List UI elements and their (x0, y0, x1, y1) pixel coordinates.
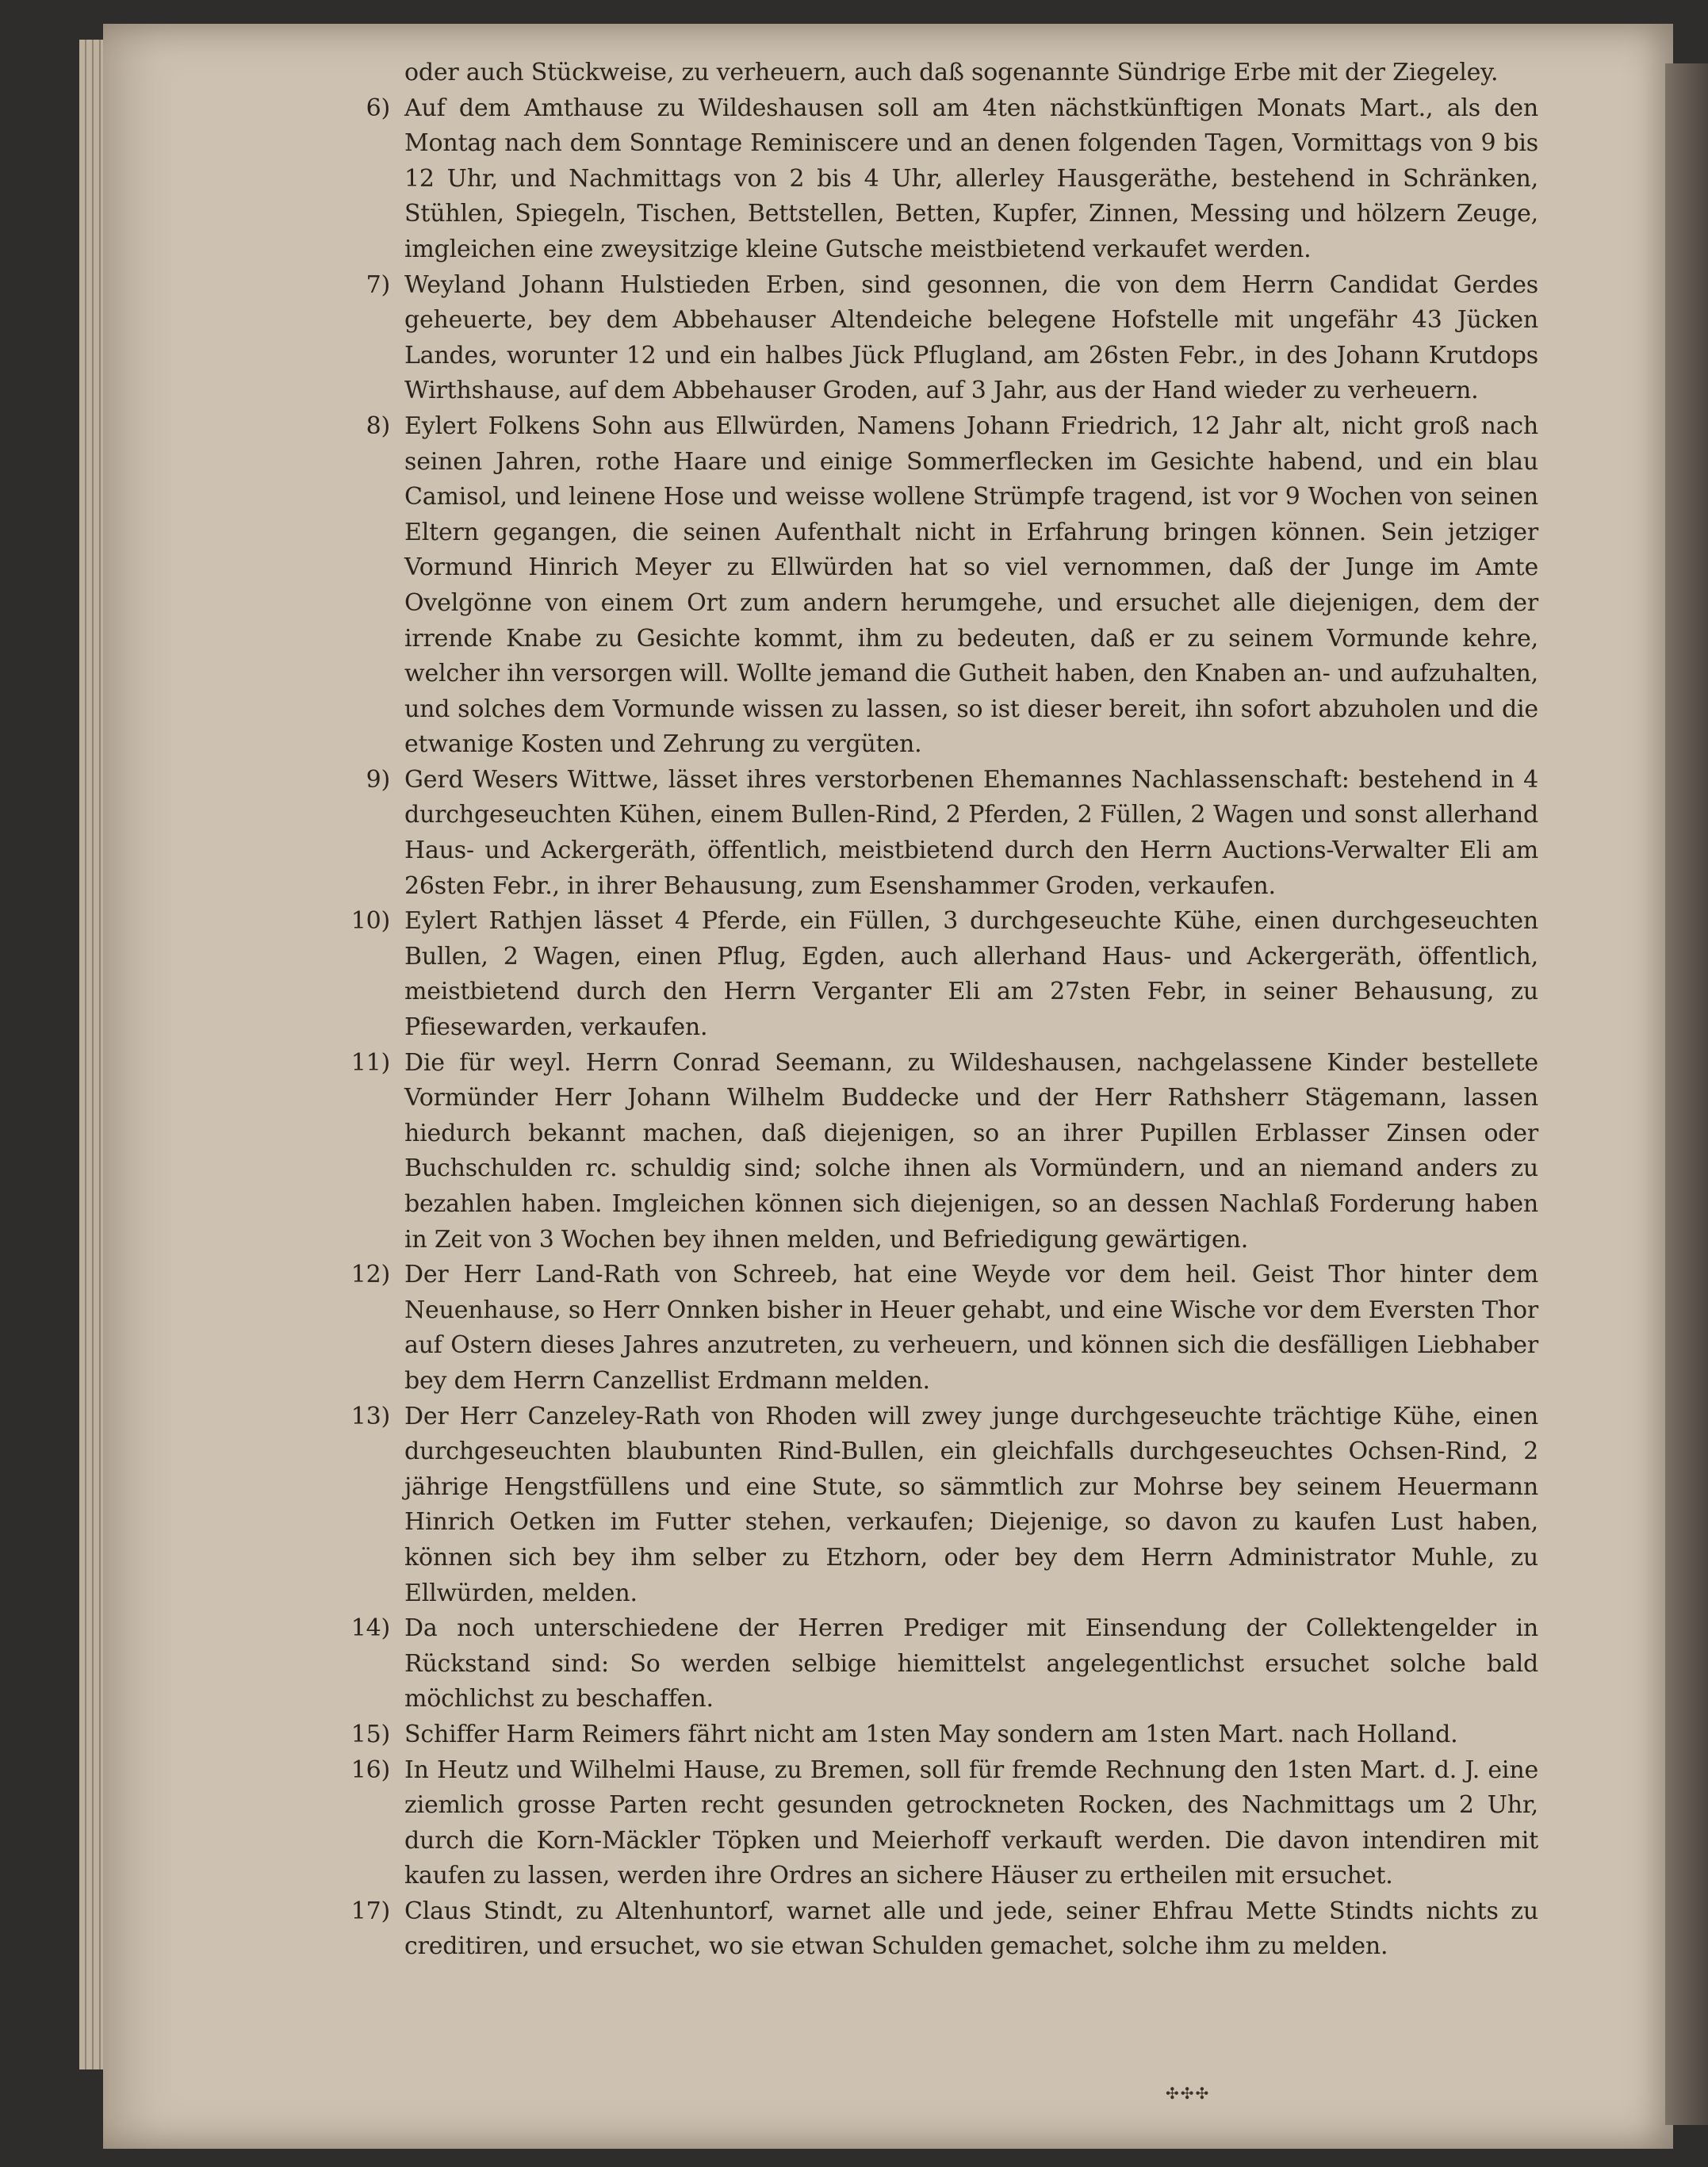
list-item (366, 91, 1538, 268)
list-item (366, 268, 1538, 409)
item-number: 15) (350, 1720, 390, 1748)
item-number: 9) (366, 765, 390, 794)
item-text: Claus Stindt, zu Altenhuntorf, warnet alle und jede, seiner Ehfrau Mette Stindts nichts zu creditiren, und ersuchet, wo sie etwan Schulden gemachet, solche ihm zu melden. (404, 1897, 1538, 1961)
item-number: 13) (350, 1402, 390, 1430)
item-text: In Heutz und Wilhelmi Hause, zu Bremen, soll für fremde Rechnung den 1sten Mart. d. J. eine ziemlich grosse Parten recht gesunden getrockneten Rocken, des Nachmittags um 2 Uhr, durch die Korn-Mäckler Töpken und Meierhoff verkauft werden. Die davon intendiren mit kaufen zu lassen, werden ihre Ordres an sichere Häuser zu ertheilen mit ersuchet. (404, 1755, 1538, 1890)
list-item (350, 1717, 1538, 1753)
item-text: Der Herr Canzeley-Rath von Rhoden will zwey junge durchgeseuchte trächtige Kühe, einen durchgeseuchten blaubunten Rind-Bullen, ein gleichfalls durchgeseuchtes Ochsen-Rind, 2 jährige Hengstfüllens und eine Stute, so sämmtlich zur Mohrse bey seinem Heuermann Hinrich Oetken im Futter stehen, verkaufen; Diejenige, so davon zu kaufen Lust haben, können sich bey ihm selber zu Etzhorn, oder bey dem Herrn Administrator Muhle, zu Ellwürden, melden. (404, 1402, 1538, 1607)
item-text: Der Herr Land-Rath von Schreeb, hat eine Weyde vor dem heil. Geist Thor hinter dem Neuenhause, so Herr Onnken bisher in Heuer gehabt, und eine Wische vor dem Eversten Thor auf Ostern dieses Jahres anzutreten, zu verheuern, und können sich die desfälligen Liebhaber bey dem Herrn Canzellist Erdmann melden. (404, 1261, 1538, 1395)
page-content (350, 56, 1538, 2085)
list-item (350, 1399, 1538, 1612)
list-item (350, 1894, 1538, 1965)
item-number: 16) (350, 1755, 390, 1784)
item-number: 8) (366, 412, 390, 440)
list-item (350, 1258, 1538, 1399)
list-item (350, 904, 1538, 1045)
list-item (366, 763, 1538, 904)
list-item (350, 1046, 1538, 1258)
item-text: Schiffer Harm Reimers fährt nicht am 1sten May sondern am 1sten Mart. nach Holland. (404, 1720, 1458, 1748)
item-number: 11) (350, 1048, 390, 1077)
facing-page-edge (1665, 63, 1708, 2125)
list-item (350, 1753, 1538, 1894)
item-text: Eylert Folkens Sohn aus Ellwürden, Namens Johann Friedrich, 12 Jahr alt, nicht groß nach seinen Jahren, rothe Haare und einige Sommerflecken im Gesichte habend, und ein blau Camisol, und leinene Hose und weisse wollene Strümpfe tragend, ist vor 9 Wochen von seinen Eltern gegangen, die seinen Aufenthalt nicht in Erfahrung bringen können. Sein jetziger Vormund Hinrich Meyer zu Ellwürden hat so viel vernommen, daß der Junge im Amte Ovelgönne von einem Ort zum andern herumgehe, und ersuchet alle diejenigen, dem der irrende Knabe zu Gesichte kommt, ihm zu bedeuten, daß er zu seinem Vormunde kehre, welcher ihn versorgen will. Wollte jemand die Gutheit haben, den Knaben an- und aufzuhalten, und solches dem Vormunde wissen zu lassen, so ist dieser bereit, ihn sofort abzuholen und die etwanige Kosten und Zehrung zu vergüten. (404, 412, 1538, 759)
list-item (366, 409, 1538, 763)
item-number: 10) (350, 907, 390, 936)
item-text: Gerd Wesers Wittwe, lässet ihres verstorbenen Ehemannes Nachlassenschaft: bestehend in 4 durchgeseuchten Kühen, einem Bullen-Rind, 2 Pferden, 2 Füllen, 2 Wagen und sonst allerhand Haus- und Ackergeräth, öffentlich, meistbietend durch den Herrn Auctions-Verwalter Eli am 26sten Febr., in ihrer Behausung, zum Esenshammer Groden, verkaufen. (404, 765, 1538, 900)
item-text: Weyland Johann Hulstieden Erben, sind gesonnen, die von dem Herrn Candidat Gerdes geheuerte, bey dem Abbehauser Altendeiche belegene Hofstelle mit ungefähr 43 Jücken Landes, worunter 12 und ein halbes Jück Pflugland, am 26sten Febr., in des Johann Krutdops Wirthshause, auf dem Abbehauser Groden, auf 3 Jahr, aus der Hand wieder zu verheuern. (404, 270, 1538, 405)
item-number: 7) (366, 270, 390, 299)
lead-paragraph: oder auch Stückweise, zu verheuern, auch daß sogenannte Sündrige Erbe mit der Ziegeley. (404, 59, 1499, 86)
item-text: Eylert Rathjen lässet 4 Pferde, ein Füllen, 3 durchgeseuchte Kühe, einen durchgeseuchten Bullen, 2 Wagen, einen Pflug, Egden, auch allerhand Haus- und Ackergeräth, öffentlich, meistbietend durch den Herrn Verganter Eli am 27sten Febr, in seiner Behausung, zu Pfiesewarden, verkaufen. (404, 907, 1538, 1042)
list-item (350, 1611, 1538, 1717)
item-number: 12) (350, 1261, 390, 1289)
item-number: 14) (350, 1614, 390, 1643)
item-text: Da noch unterschiedene der Herren Prediger mit Einsendung der Collektengelder in Rückstand sind: So werden selbige hiemittelst angelegentlichst ersuchet solche bald möchlichst zu beschaffen. (404, 1614, 1538, 1713)
footer-ornament-icon: ✣✣✣ (1166, 2084, 1211, 2103)
item-number: 17) (350, 1897, 390, 1925)
item-text: Die für weyl. Herrn Conrad Seemann, zu Wildeshausen, nachgelassene Kinder bestellete Vormünder Herr Johann Wilhelm Buddecke und der Herr Rathsherr Stägemann, lassen hiedurch bekannt machen, daß diejenigen, so an ihrer Pupillen Erblasser Zinsen oder Buchschulden rc. schuldig sind; solche ihnen als Vormündern, und an niemand anders zu bezahlen haben. Imgleichen können sich diejenigen, so an dessen Nachlaß Forderung haben in Zeit von 3 Wochen bey ihnen melden, und Befriedigung gewärtigen. (404, 1048, 1538, 1254)
item-text: Auf dem Amthause zu Wildeshausen soll am 4ten nächstkünftigen Monats Mart., als den Montag nach dem Sonntage Reminiscere und an denen folgenden Tagen, Vormittags von 9 bis 12 Uhr, und Nachmittags von 2 bis 4 Uhr, allerley Hausgeräthe, bestehend in Schränken, Stühlen, Spiegeln, Tischen, Bettstellen, Betten, Kupfer, Zinnen, Messing und hölzern Zeuge, imgleichen eine zweysitzige kleine Gutsche meistbietend verkaufet werden. (404, 94, 1538, 263)
item-number: 6) (366, 94, 390, 122)
